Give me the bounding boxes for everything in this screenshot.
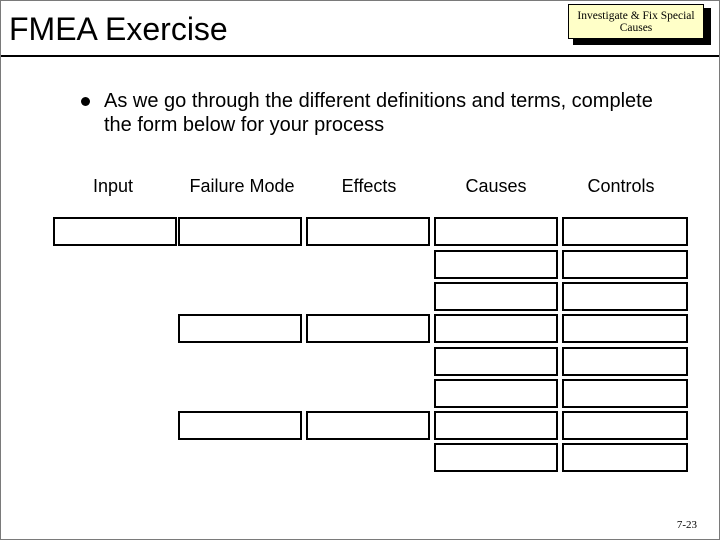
controls-cell[interactable] bbox=[562, 379, 688, 408]
causes-cell[interactable] bbox=[434, 411, 558, 440]
controls-cell[interactable] bbox=[562, 443, 688, 472]
controls-cell[interactable] bbox=[562, 411, 688, 440]
input-cell[interactable] bbox=[53, 217, 177, 246]
column-header-controls: Controls bbox=[587, 176, 655, 196]
effects-cell[interactable] bbox=[306, 217, 430, 246]
causes-cell[interactable] bbox=[434, 282, 558, 311]
controls-cell[interactable] bbox=[562, 217, 688, 246]
bullet-text: As we go through the different definitions and terms, complete the form below for your process bbox=[104, 90, 653, 136]
causes-cell[interactable] bbox=[434, 443, 558, 472]
column-header-input: Input bbox=[92, 176, 134, 196]
failure-mode-cell[interactable] bbox=[178, 314, 302, 343]
page-number: 7-23 bbox=[676, 519, 697, 531]
effects-cell[interactable] bbox=[306, 411, 430, 440]
column-header-failure-mode: Failure Mode bbox=[189, 176, 295, 196]
controls-cell[interactable] bbox=[562, 314, 688, 343]
slide-title: FMEA Exercise bbox=[9, 11, 228, 47]
causes-cell[interactable] bbox=[434, 217, 558, 246]
causes-cell[interactable] bbox=[434, 314, 558, 343]
causes-cell[interactable] bbox=[434, 379, 558, 408]
controls-cell[interactable] bbox=[562, 250, 688, 279]
causes-cell[interactable] bbox=[434, 347, 558, 376]
section-badge: Investigate & Fix Special Causes bbox=[568, 4, 704, 39]
title-divider bbox=[1, 55, 719, 57]
controls-cell[interactable] bbox=[562, 347, 688, 376]
failure-mode-cell[interactable] bbox=[178, 217, 302, 246]
column-header-causes: Causes bbox=[465, 176, 527, 196]
column-header-effects: Effects bbox=[341, 176, 397, 196]
effects-cell[interactable] bbox=[306, 314, 430, 343]
failure-mode-cell[interactable] bbox=[178, 411, 302, 440]
controls-cell[interactable] bbox=[562, 282, 688, 311]
bullet-icon bbox=[81, 97, 90, 106]
causes-cell[interactable] bbox=[434, 250, 558, 279]
